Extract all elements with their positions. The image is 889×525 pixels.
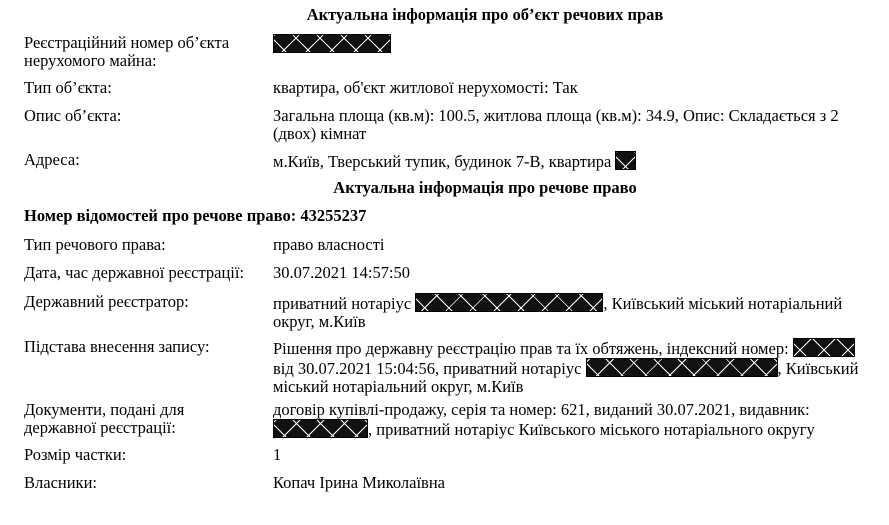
documents-label [24, 401, 269, 437]
right-type-label: Тип речового права: [24, 235, 166, 254]
registrar-line-2: округ, м.Київ [273, 312, 366, 331]
documents-line-1: договір купівлі-продажу, серія та номер: 621, виданий 30.07.2021, видавник: [273, 400, 810, 419]
reg-datetime-value: 30.07.2021 14:57:50 [273, 263, 411, 282]
registrar-value [273, 293, 889, 331]
registrar-line-1 [273, 293, 889, 313]
redacted-block [793, 338, 855, 357]
redacted-block [415, 293, 603, 312]
address-text: м.Київ, Тверський тупик, будинок 7-В, квартира [273, 152, 612, 171]
object-section-title: Актуальна інформація про об’єкт речових прав [306, 5, 664, 24]
basis-line-3: міський нотаріальний округ, м.Київ [273, 377, 524, 396]
reg-number-value [273, 34, 889, 54]
reg-datetime-label: Дата, час державної реєстрації: [24, 263, 245, 282]
basis-line-2 [273, 358, 889, 378]
description-line-2: (двох) кімнат [273, 124, 367, 143]
documents-suffix: , приватний нотаріус Київського міського нотаріального округу [368, 420, 815, 439]
basis-text-1: Рішення про державну реєстрацію прав та їх обтяжень, індексний номер: [273, 339, 789, 358]
right-type-value: право власності [273, 235, 385, 254]
description-line-1: Загальна площа (кв.м): 100.5, житлова площа (кв.м): 34.9, Опис: Складається з 2 [273, 106, 839, 125]
share-label: Розмір частки: [24, 445, 127, 464]
documents-label-line-1: Документи, подані для [24, 400, 185, 419]
registrar-label: Державний реєстратор: [24, 292, 189, 311]
object-description-value [273, 107, 889, 143]
registrar-prefix: приватний нотаріус [273, 294, 412, 313]
owners-value: Копач Ірина Миколаївна [273, 473, 446, 492]
address-label: Адреса: [24, 150, 80, 169]
record-number: Номер відомостей про речове право: 43255237 [24, 206, 367, 225]
right-section-title: Актуальна інформація про речове право [333, 178, 637, 197]
redacted-block [615, 151, 636, 170]
owners-label: Власники: [24, 473, 97, 492]
address-value [273, 151, 889, 171]
redacted-block [273, 34, 391, 53]
basis-line-1 [273, 338, 889, 358]
redacted-block [273, 419, 368, 438]
redacted-block [586, 358, 778, 377]
documents-line-2 [273, 419, 889, 439]
basis-label: Підстава внесення запису: [24, 337, 210, 356]
reg-number-label: Реєстраційний номер об’єкта нерухомого майна: [24, 33, 230, 70]
basis-prefix: від 30.07.2021 15:04:56, приватний нотаріус [273, 359, 582, 378]
registrar-suffix: , Київський міський нотаріальний [603, 294, 843, 313]
basis-value [273, 338, 889, 396]
object-description-label: Опис об’єкта: [24, 106, 122, 125]
documents-label-line-2: державної реєстрації: [24, 418, 176, 437]
object-type-value: квартира, об'єкт житлової нерухомості: Так [273, 78, 578, 97]
basis-suffix: , Київський [777, 359, 859, 378]
documents-value [273, 401, 889, 439]
share-value: 1 [273, 445, 282, 464]
object-type-label: Тип об’єкта: [24, 78, 112, 97]
